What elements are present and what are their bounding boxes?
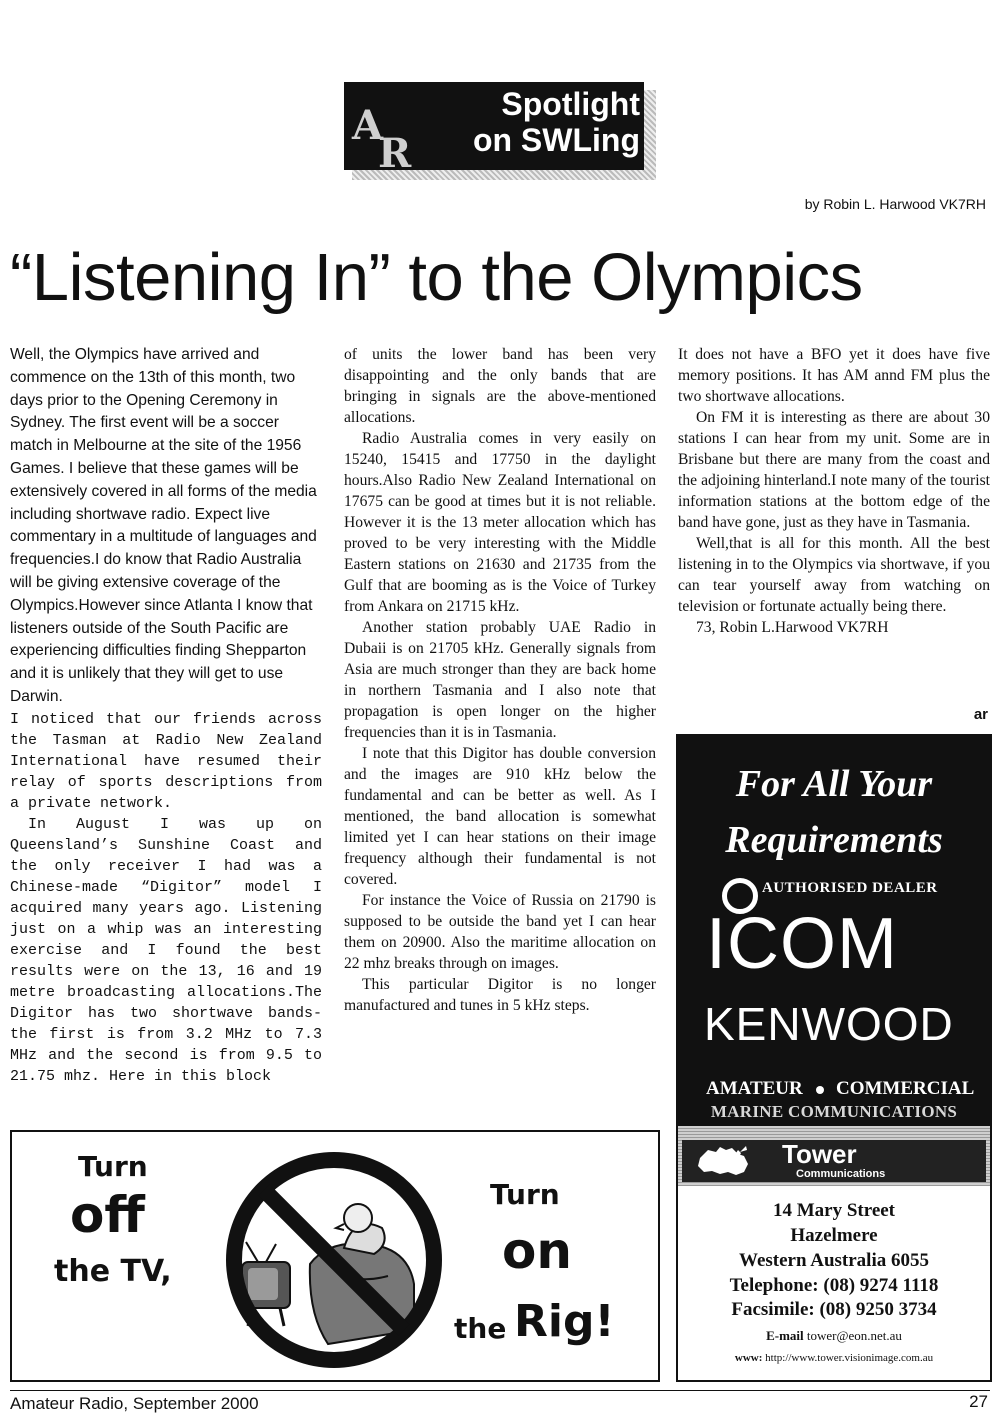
byline: by Robin L. Harwood VK7RH (804, 196, 986, 212)
section-title (440, 86, 640, 158)
tower-logo-subtext: Communications (796, 1168, 886, 1180)
ad-website (678, 1352, 990, 1364)
bullet-icon (816, 1086, 824, 1094)
signature: 73, Robin L.Harwood VK7RH (696, 619, 889, 636)
ad-category-amateur: AMATEUR (706, 1078, 803, 1099)
paragraph: Radio Australia comes in very easily on 15240, 15415 and 17750 in the daylight hours.Also Radio New Zealand International on 17675 can be good at times but it is not reliable. However it is the 13 meter allocation which has proved to be very interesting with the Middle Eastern stations on 21630 and 21735 from the Gulf that are booming as is the Voice of Turkey from Ankara on 21715 kHz. (344, 430, 656, 615)
paragraph: On FM it is interesting as there are about 30 stations I can hear from my unit. Some are in Brisbane but there are many from the coast and the adjoining hinterland.I note many of the tourist information stations at the bottom edge of the band have gone, just as they have in Tasmania. (678, 409, 990, 531)
section-title-line-2: on SWLing (472, 122, 640, 158)
ad-dealer-label: AUTHORISED DEALER (762, 880, 938, 896)
paragraph: It does not have a BFO yet it does have five memory positions. It has AM annd FM plus the two shortwave allocations. (678, 346, 990, 405)
ad-category-commercial: COMMERCIAL (836, 1078, 975, 1099)
paragraph: I noticed that our friends across the Tasman at Radio New Zealand International have resumed their relay of sports descriptions from a private network. (10, 710, 322, 812)
ad-headline-line-1: For All Your (735, 763, 933, 805)
australia-map-icon (694, 1144, 752, 1178)
article-column-3 (678, 344, 990, 638)
cartoon-off-text: off (70, 1186, 145, 1244)
tower-advertisement (676, 734, 992, 1382)
footer-rule (10, 1390, 990, 1391)
ad-address-state: Western Australia 6055 (739, 1250, 929, 1271)
ad-telephone: Telephone: (08) 9274 1118 (729, 1275, 939, 1296)
footer-publication: Amateur Radio, September 2000 (10, 1394, 259, 1413)
paragraph: Well,that is all for this month. All the best listening in to the Olympics via shortwave, if you can tear yourself away from watching on television or fortunate actually being there. (678, 535, 990, 615)
ar-logo: A R (352, 102, 412, 177)
ad-headline-line-2: Requirements (725, 819, 943, 861)
cartoon-the-tv-text: the TV, (54, 1254, 172, 1289)
ad-category-marine: MARINE COMMUNICATIONS (710, 1102, 958, 1121)
cartoon-turn-text: Turn (78, 1150, 148, 1183)
paragraph: For instance the Voice of Russia on 21790 is supposed to be outside the band yet I can hear them on 20900. Also the maritime allocation on 22 mhz breaks through on images. (344, 892, 656, 972)
paragraph: Another station probably UAE Radio in Dubaii is on 21705 kHz. Generally signals from Asia are much stronger than they are back home in northern Tasmania and I also note that propagation is open longer on the higher frequencies than it is in Tasmania. (344, 619, 656, 741)
paragraph: In August I was up on Queensland’s Sunshine Coast and the only receiver I had was a Chinese-made “Digitor” model I acquired many years ago. Listening just on a whip was an interesting exercise and I found the best results were on the 13, 16 and 19 metre broadcasting allocations.The Digitor has two shortwave bands- the first is from 3.2 MHz to 7.3 MHz and the second is from 9.5 to 21.75 mhz. Here in this block (10, 815, 322, 1085)
ad-website-label: www: (734, 1352, 763, 1364)
section-title-line-1: Spotlight (501, 86, 640, 122)
article-column-1 (10, 344, 322, 1087)
end-mark: ar (973, 706, 988, 723)
ad-email (678, 1328, 990, 1344)
ad-facsimile: Facsimile: (08) 9250 3734 (731, 1299, 937, 1320)
icom-logo: ICOM (706, 904, 898, 984)
no-tv-sign-icon (218, 1144, 450, 1376)
paragraph: This particular Digitor is no longer manufactured and tunes in 5 kHz steps. (344, 976, 656, 1014)
paragraph: I note that this Digitor has double conversion and the images are 910 kHz below the fundamental and can be better as well. As I mentioned, the band allocation is somewhat limited yet I can hear stations on their image frequency although their fundamental is not covered. (344, 745, 656, 888)
ad-headline (678, 756, 990, 868)
article-headline: “Listening In” to the Olympics (10, 240, 863, 315)
ad-email-value: tower@eon.net.au (806, 1328, 902, 1343)
ad-address-suburb: Hazelmere (790, 1225, 878, 1246)
cartoon-the-text: the (454, 1312, 507, 1345)
cartoon-box (10, 1130, 660, 1382)
ad-email-label: E-mail (766, 1328, 804, 1343)
cartoon-on-text: on (502, 1222, 572, 1280)
paragraph: of units the lower band has been very disappointing and the only bands that are bringing in signals are the above-mentioned allocations. (344, 346, 656, 426)
paragraph: Well, the Olympics have arrived and commence on the 13th of this month, two days prior to the Opening Ceremony in Sydney. The first event will be a soccer match in Melbourne at the site of the 1956 Games. I believe that these games will be extensively covered in all forms of the media including shortwave radio. Expect live commentary in a multitude of languages and frequencies.I do know that Radio Australia will be giving extensive coverage of the Olympics.However since Atlanta I know that listeners outside of the South Pacific are experiencing difficulties finding Shepparton and it is unlikely that they will get to use Darwin. (10, 346, 317, 705)
article-column-2 (344, 344, 656, 1016)
cartoon-rig-text: Rig! (514, 1296, 615, 1347)
page-number: 27 (969, 1392, 988, 1411)
ad-website-value: http://www.tower.visionimage.com.au (765, 1352, 934, 1364)
tower-logo-text: Tower (782, 1139, 857, 1169)
kenwood-logo: KENWOOD (704, 998, 954, 1050)
ad-address-street: 14 Mary Street (772, 1200, 896, 1221)
cartoon-turn-text-2: Turn (490, 1178, 560, 1211)
